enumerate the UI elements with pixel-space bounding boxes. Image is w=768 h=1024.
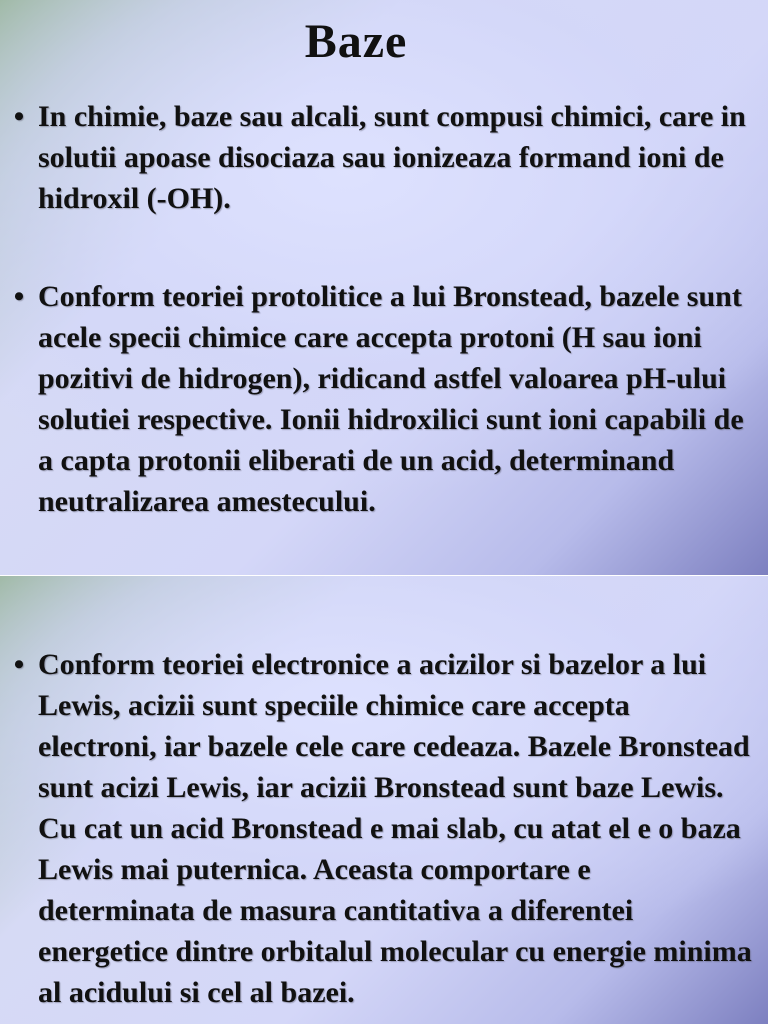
bullet-marker: •	[13, 280, 25, 313]
bullet-marker: •	[13, 648, 25, 681]
slide-2	[0, 576, 768, 1024]
slide-title: Baze	[304, 15, 408, 68]
bullet-item	[0, 644, 760, 1013]
bullet-text: Conform teoriei electronice a acizilor si bazelor a lui Lewis, acizii sunt speciile chimice care accepta electroni, iar bazele cele care cedeaza. Bazele Bronstead sunt acizi Lewis, iar acizii Bronstead sunt baze Lewis. Cu cat un acid Bronstead e mai slab, cu atat el e o baza Lewis mai puternica. Aceasta comportare e determinata de masura cantitativa a diferentei energetice dintre orbitalul molecular cu energie minima al acidului si cel al bazei.	[38, 648, 752, 1009]
bullet-item	[0, 276, 760, 522]
bullet-item	[0, 96, 760, 219]
bullet-marker: •	[13, 100, 25, 133]
bullet-text: Conform teoriei protolitice a lui Bronstead, bazele sunt acele specii chimice care accepta protoni (H sau ioni pozitivi de hidrogen), ridicand astfel valoarea pH-ului solutiei respective. Ionii hidroxilici sunt ioni capabili de a capta protonii eliberati de un acid, determinand neutralizarea amestecului.	[38, 280, 744, 518]
bullet-text: In chimie, baze sau alcali, sunt compusi chimici, care in solutii apoase disociaza sau ionizeaza formand ioni de hidroxil (-OH).	[38, 100, 746, 215]
